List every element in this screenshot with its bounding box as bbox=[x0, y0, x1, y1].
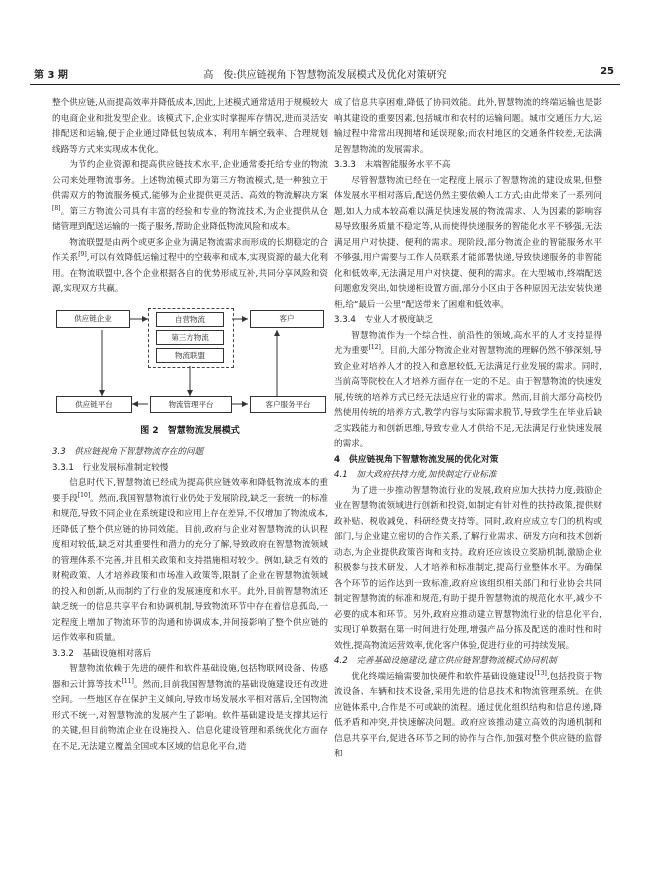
paragraph: 整个供应链,从而提高效率并降低成本,因此,上述模式通常适用于规模较大的电商企业和批发型企业。该模式下,企业实时掌握库存情况,进而灵活安排配送和运输,便于企业通过降低包装成本、利用车辆空载率、合理规划线路等方式来实现成本优化。 bbox=[52, 98, 328, 155]
section-heading: 3.3.1 行业发展标准制定较慢 bbox=[52, 462, 169, 473]
left-column bbox=[52, 96, 328, 755]
citation: [12] bbox=[368, 344, 381, 352]
section-heading: 3.3.4 专业人才极度缺乏 bbox=[334, 315, 434, 325]
running-title: 高 俊:供应链视角下智慧物流发展模式及优化对策研究 bbox=[203, 70, 447, 81]
section-heading: 4.1 加大政府扶持力度,加快制定行业标准 bbox=[334, 470, 497, 480]
paragraph: 物流联盟是由两个或更多企业为满足物流需求而形成的长期稳定的合作关系[9],可以有效降低运输过程中的空载率和成本,实现资源的最大化利用。在物流联盟中,各个企业根据各自的优势形成互补,共同分享风险和资源,实现双方共赢。 bbox=[52, 237, 328, 294]
section-heading: 3.3 供应链视角下智慧物流存在的问题 bbox=[52, 447, 204, 457]
paragraph: 优化终端运输需要加快硬件和软件基础设施建设[13],包括投资于物流设备、车辆和技术设备,采用先进的信息技术和物流管理系统。在供应链体系中,合作是不可或缺的流程。通过优化组织结构和信息传递,降低矛盾和冲突,并快速解决问题。政府应该推动建立高效的沟通机制和信息共享平台,促进各环节之间的协作与合作,加强对整个供应链的监督和 bbox=[334, 669, 602, 759]
figure-caption: 图 2 智慧物流发展模式 bbox=[140, 425, 240, 436]
page-number: 25 bbox=[600, 66, 614, 77]
paragraph: 成了信息共享困难,降低了协同效能。此外,智慧物流的终端运输也是影响其建设的重要因素,包括城市和农村的运输问题。城市交通压力大,运输过程中常常出现拥堵和延误现象;而农村地区的交通条件较差,无法满足智慧物流的发展需求。 bbox=[334, 98, 602, 155]
paragraph: 尽管智慧物流已经在一定程度上展示了智慧物流的建设成果,但整体发展水平相对落后,配送仍然主要依赖人工方式;由此带来了一系列问题,如人力成本较高难以满足快速发展的物流需求、人为因素的影响容易导致服务质量不稳定等,从而使得快递服务的智能化水平不够强,无法满足用户对快捷、便利的需求。现阶段,部分物流企业的智能服务水平不够强,用户需要与工作人员联系才能部署快递,导致快递服务的非智能化和低效率,无法满足用户对快捷、便利的需求。在大型城市,终端配送问题愈发突出,如快递柜设置方面,部分小区由于各种原因无法安装快递柜,给“最后一公里”配送带来了困难和低效率。 bbox=[334, 175, 602, 310]
section-heading: 3.3.2 基础设施相对落后 bbox=[52, 648, 152, 659]
citation: [11] bbox=[121, 677, 134, 685]
figure-2-diagram bbox=[52, 304, 328, 422]
third-party-logistics-box: 第三方物流 bbox=[156, 330, 224, 345]
citation: [9] bbox=[78, 251, 87, 259]
issue-number: 第 3 期 bbox=[34, 70, 68, 81]
citation: [10] bbox=[77, 491, 91, 499]
logistics-platform-box: 物流管理平台 bbox=[150, 396, 232, 413]
paragraph: 智慧物流作为一个综合性、前沿性的领域,高水平的人才支持显得尤为重要[12]。目前,大部分物流企业对智慧物流的理解仍然不够深刻,导致企业对培养人才的投入和意愿较低,无法满足行业发展的需求。同时,当前高等院校在人才培养方面存在一定的不足。由于智慧物流的快速发展,传统的培养方式已经无法适应行业的需求。然而,目前大部分高校仍然使用传统的培养方式,教学内容与实际需求脱节,导致学生在毕业后缺乏实践能力和创新思维,导致专业人才供给不足,无法满足行业快速发展的需求。 bbox=[334, 330, 602, 449]
logistics-alliance-box: 物流联盟 bbox=[156, 348, 224, 363]
running-header bbox=[30, 64, 620, 85]
paragraph: 信息时代下,智慧物流已经成为提高供应链效率和降低物流成本的重要手段[10]。然而,我国智慧物流行业仍处于发展阶段,缺乏一套统一的标准和规范,导致不同企业在系统建设和应用上存在差异,不仅增加了物流成本,还降低了整个供应链的协同效能。目前,政府与企业对智慧物流的认识程度相对较低,缺乏对其重要性和潜力的充分了解,导致政府在智慧物流领域的管理体系不完善,并且相关政策和支持措施相对较少。例如,缺乏有效的财税政策、人才培养政策和市场准入政策等,限制了企业在智慧物流领域的投入和创新,从而制约了行业的发展速度和水平。此外,目前智慧物流还缺乏统一的信息共享平台和协调机制,导致物流环节中存在着信息孤岛,一定程度上增加了物流环节的沟通和协调成本,并间接影响了整个供应链的运作效率和质量。 bbox=[52, 478, 328, 643]
supply-company-box: 供应链企业 bbox=[56, 310, 130, 328]
section-heading: 3.3.3 末端智能服务水平不高 bbox=[334, 160, 451, 170]
self-logistics-box: 自营物流 bbox=[156, 312, 224, 327]
citation: [13] bbox=[534, 669, 547, 677]
citation: [8] bbox=[52, 204, 61, 212]
customer-platform-box: 客户服务平台 bbox=[250, 396, 326, 413]
supply-platform-box: 供应链平台 bbox=[56, 396, 132, 413]
customer-box: 客户 bbox=[250, 310, 324, 328]
section-heading: 4.2 完善基础设施建设,建立供应链智慧物流模式协同机制 bbox=[334, 656, 557, 666]
paragraph: 智慧物流依赖于先进的硬件和软件基础设施,包括物联网设备、传感器和云计算等技术[11]。然而,目前我国智慧物流的基础设施建设还有改进空间。一些地区存在保护主义倾向,导致市场发展水平相对落后,全国物流形式不统一,对智慧物流的发展产生了影响。软件基础建设是支撑其运行的关键,但目前物流企业在设施投入、信息化建设管理和系统优化方面存在不足,无法建立覆盖全国或本区域的信息化平台,造 bbox=[52, 664, 328, 752]
chapter-heading: 4 供应链视角下智慧物流发展的优化对策 bbox=[334, 454, 499, 465]
paragraph: 为节约企业资源和提高供应链技术水平,企业通常委托给专业的物流公司来处理物流事务。上述物流模式即为第三方物流模式,是一种独立于供需双方的物流服务模式,能够为企业提供更灵活、高效的物流解决方案[8]。第三方物流公司具有丰富的经验和专业的物流技术,为企业提供从仓储管理到配送运输的一揽子服务,帮助企业降低物流风险和成本。 bbox=[52, 160, 328, 232]
paragraph: 为了进一步推动智慧物流行业的发展,政府应加大扶持力度,鼓励企业在智慧物流领域进行创新和投资,如制定有针对性的扶持政策,提供财政补贴、税收减免、科研经费支持等。同时,政府应成立专门的机构或部门,与企业建立密切的合作关系,了解行业需求、研发方向和技术创新动态,为企业提供政策咨询和支持。政府还应该设立奖励机制,激励企业积极参与技术研发、人才培养和标准制定,提高行业整体水平。为确保各个环节的运作达到一致标准,政府应该组织相关部门和行业协会共同制定智慧物流的标准和规范,有助于提升智慧物流的规范化水平,减少不必要的成本和环节。另外,政府应推动建立智慧物流行业的信息化平台,实现订单数据在第一时间进行处理,增强产品分拣及配送的准时性和时效性,提高物流运营效率,优化客户体验,促进行业的可持续发展。 bbox=[334, 485, 602, 651]
right-column bbox=[334, 96, 602, 763]
